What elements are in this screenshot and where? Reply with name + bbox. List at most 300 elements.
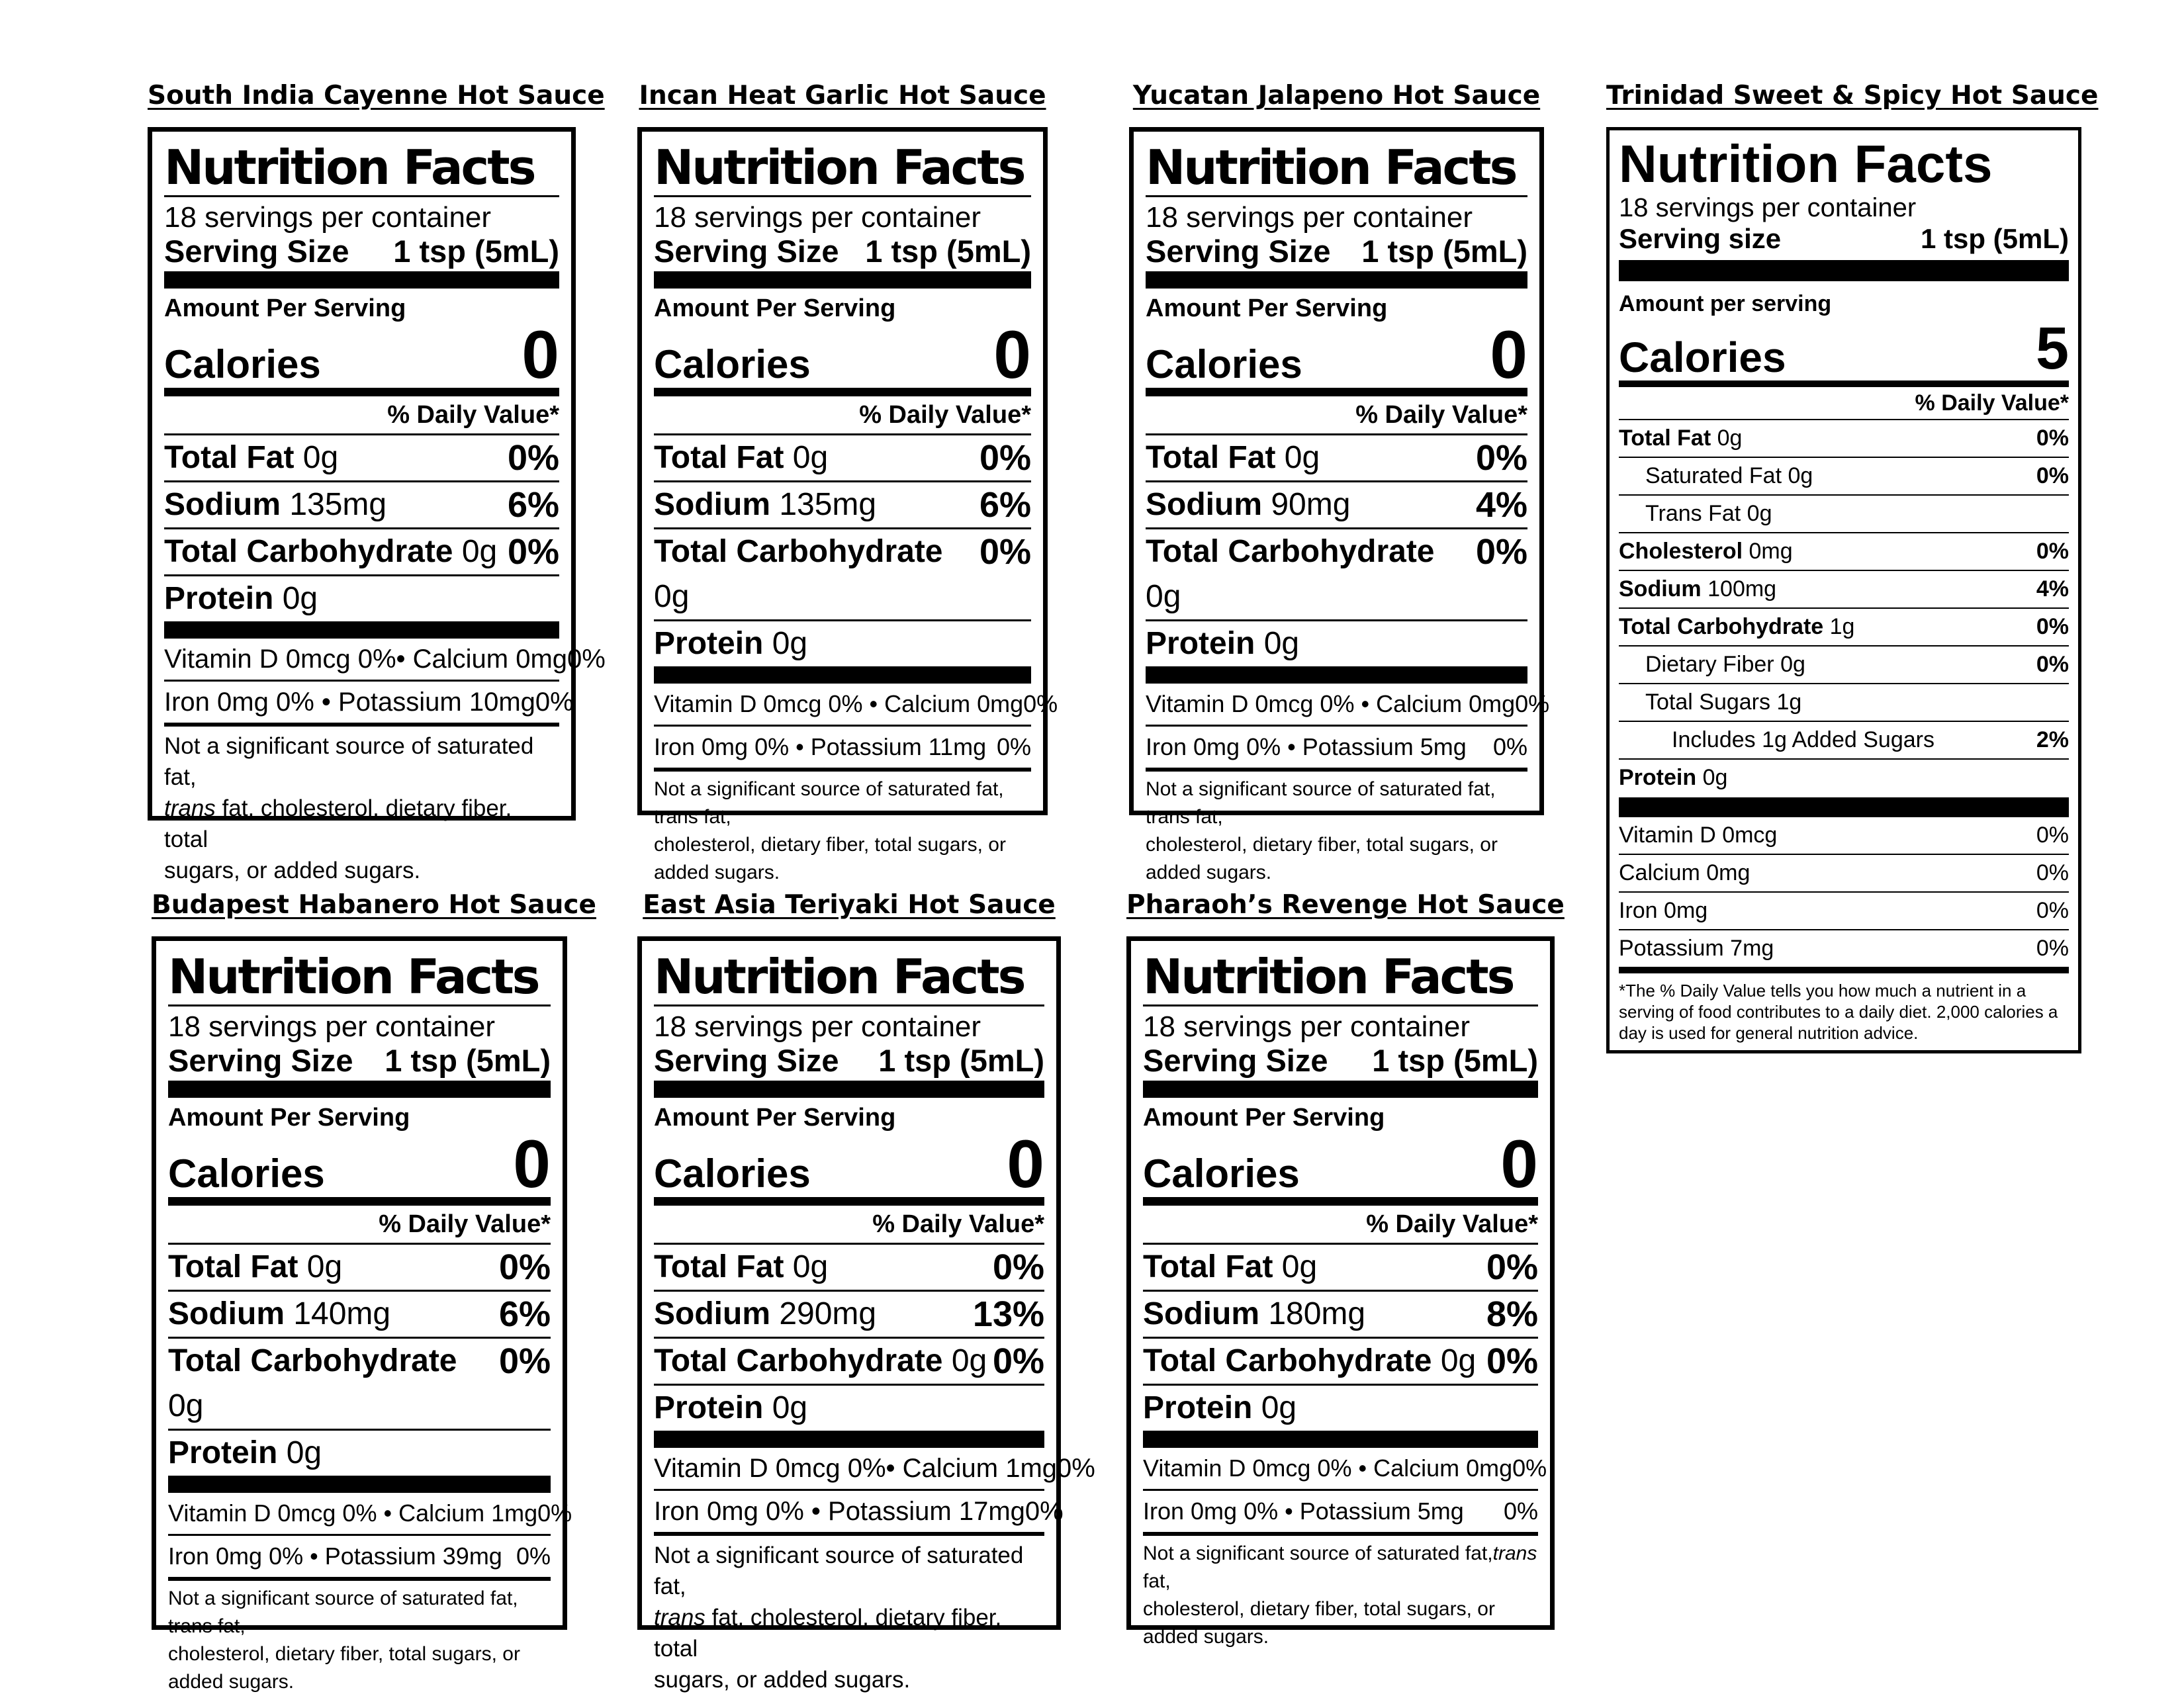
nutrient-name: Total Carbohydrate [654, 1343, 943, 1378]
nutrient-row-protein [1619, 760, 2069, 796]
nutrient-row-saturated-fat [1619, 458, 2069, 496]
nutrient-percent: 0% [1475, 438, 1527, 478]
footnote [654, 1534, 1044, 1695]
total-fat-row [654, 435, 1031, 482]
sodium-row [654, 1292, 1044, 1339]
mineral-row [654, 727, 1031, 770]
nutrient-name: Saturated Fat [1645, 463, 1782, 488]
nutrient-row-total-fat [1619, 420, 2069, 458]
thick-divider [168, 1081, 551, 1098]
nutrient-percent: 0% [1486, 1247, 1538, 1287]
nutrient-name: Sodium [654, 1296, 770, 1331]
nutrient-amount: 0g [951, 1343, 987, 1378]
calories-value: 5 [2035, 316, 2069, 382]
nutrition-label [637, 127, 1058, 883]
footnote-line: cholesterol, dietary fiber, total sugars, or added sugars. [1146, 834, 1498, 883]
protein-row [1146, 621, 1527, 666]
nutrient-percent: 6% [979, 485, 1031, 525]
product-title: Pharaoh’s Revenge Hot Sauce [1126, 890, 1565, 920]
calories-label: Calories [164, 342, 321, 386]
footnote [654, 770, 1031, 887]
nutrient-percent: 0% [2036, 425, 2069, 451]
serving-size-label: Serving Size [1143, 1043, 1328, 1078]
protein-row [168, 1431, 551, 1476]
thick-divider [654, 1431, 1044, 1448]
serving-size-label: Serving Size [168, 1043, 353, 1078]
nutrient-amount: 0g [792, 440, 829, 475]
footnote [1143, 1534, 1538, 1651]
nutrient-amount: 0g [792, 1249, 829, 1284]
sodium-row [164, 482, 559, 529]
nutrition-facts-heading: Nutrition Facts [1619, 134, 1993, 193]
vitamin-text: Vitamin D 0mcg 0% • Calcium 0mg [654, 690, 1024, 717]
thick-divider [1143, 1081, 1538, 1098]
footnote-line: Not a significant source of saturated fat, [654, 1542, 1024, 1599]
footnote-line: cholesterol, dietary fiber, total sugars, or added sugars. [168, 1643, 520, 1693]
total-fat-row [1143, 1245, 1538, 1292]
product-title: Budapest Habanero Hot Sauce [152, 890, 596, 920]
product-title: East Asia Teriyaki Hot Sauce [643, 890, 1056, 920]
amount-per-serving: Amount Per Serving [168, 1104, 410, 1132]
calories-label: Calories [1619, 334, 1786, 381]
mineral-text: Iron 0mg 0% • Potassium 5mg [1146, 733, 1467, 760]
calories-value: 0 [1490, 317, 1527, 392]
vitamin-percent: 0% [2036, 898, 2069, 923]
serving-size-row [168, 1044, 551, 1078]
nutrient-name: Sodium [1143, 1296, 1259, 1331]
calories-label: Calories [168, 1151, 325, 1196]
serving-size-label: Serving size [1619, 223, 1782, 254]
nutrient-name: Total Fat [168, 1249, 298, 1284]
nutrient-name: Includes 1g Added Sugars [1672, 727, 1934, 752]
nutrient-name: Sodium [164, 487, 281, 522]
vitamin-percent: 0% [1515, 690, 1550, 717]
thick-divider [654, 1081, 1044, 1098]
vitamin-row [1619, 855, 2069, 893]
nutrient-amount: 0g [1717, 425, 1743, 451]
nutrition-label [1129, 127, 1550, 883]
daily-value-header: % Daily Value* [164, 396, 559, 435]
nutrient-percent: 0% [992, 1341, 1044, 1381]
nutrition-label [1126, 936, 1555, 1648]
nutrient-name: Total Fat [1146, 440, 1276, 475]
footnote-line: cholesterol, dietary fiber, total sugars, or added sugars. [1143, 1598, 1495, 1648]
calories-value: 0 [1007, 1126, 1044, 1202]
thick-divider [164, 271, 559, 289]
total-fat-row [654, 1245, 1044, 1292]
nutrient-name: Total Sugars [1645, 690, 1770, 715]
thick-divider [1146, 666, 1527, 684]
calories-label: Calories [1146, 342, 1302, 386]
product-title: South India Cayenne Hot Sauce [148, 81, 605, 111]
nutrition-label [148, 127, 606, 883]
vitamin-percent: 0% [2036, 936, 2069, 961]
vitamin-text: Vitamin D 0mcg 0%• Calcium 0mg [164, 645, 568, 674]
footnote-italic: trans [164, 795, 216, 821]
footnote [164, 725, 559, 886]
total-carbohydrate-row [654, 529, 1031, 621]
nutrient-amount: 0g [772, 1390, 808, 1425]
nutrient-name: Protein [1146, 626, 1255, 661]
daily-value-header: % Daily Value* [168, 1206, 551, 1245]
nutrient-percent: 0% [507, 438, 559, 478]
protein-row [654, 1386, 1044, 1431]
nutrient-amount: 0g [1284, 440, 1320, 475]
vitamin-row [1143, 1448, 1547, 1491]
nutrient-amount: 100mg [1707, 576, 1777, 602]
protein-row [1143, 1386, 1538, 1431]
mineral-row [1146, 727, 1527, 770]
mineral-row [164, 682, 574, 725]
nutrient-row-total-sugars [1619, 684, 2069, 722]
nutrient-amount: 0g [286, 1435, 322, 1470]
calories-row [654, 317, 1031, 396]
mineral-percent: 0% [996, 733, 1031, 760]
nutrient-name: Total Carbohydrate [168, 1343, 457, 1378]
footnote-line: Not a significant source of saturated fat, trans fat, [168, 1587, 518, 1637]
nutrient-percent: 6% [507, 485, 559, 525]
daily-value-header: % Daily Value* [1146, 396, 1527, 435]
serving-size-label: Serving Size [654, 1043, 839, 1078]
thick-divider [654, 271, 1031, 289]
nutrient-name: Dietary Fiber [1645, 652, 1774, 677]
mineral-text: Iron 0mg 0% • Potassium 17mg [654, 1497, 1025, 1526]
product-pharaohs-revenge [1126, 890, 1565, 1648]
servings-per-container: 18 servings per container [168, 1010, 496, 1043]
daily-value-header: % Daily Value* [654, 396, 1031, 435]
thick-divider [1143, 1431, 1538, 1448]
thick-divider [168, 1476, 551, 1493]
serving-size-row [164, 234, 559, 269]
vitamin-row [1619, 893, 2069, 930]
serving-size-label: Serving Size [654, 234, 839, 269]
nutrient-percent: 0% [979, 532, 1031, 572]
nutrient-amount: 0g [1788, 463, 1813, 488]
nutrient-percent: 13% [972, 1294, 1044, 1334]
nutrient-amount: 135mg [779, 487, 877, 522]
footnote [1146, 770, 1527, 887]
nutrition-facts-heading: Nutrition Facts [164, 140, 559, 197]
nutrient-amount: 0g [1780, 652, 1805, 677]
nutrient-name: Sodium [168, 1296, 285, 1331]
product-yucatan-jalapeno [1129, 81, 1550, 883]
nutrient-name: Total Carbohydrate [164, 534, 453, 569]
mineral-percent: 0% [1492, 733, 1527, 760]
nutrient-name: Sodium [654, 487, 770, 522]
vitamin-row [164, 639, 606, 682]
nutrient-percent: 0% [2036, 463, 2069, 488]
vitamin-text: Vitamin D 0mcg 0% • Calcium 0mg [1146, 690, 1516, 717]
nutrient-amount: 0g [306, 1249, 343, 1284]
nutrient-name: Protein [1619, 765, 1697, 790]
nutrient-name: Total Carbohydrate [1619, 614, 1824, 639]
calories-row [1143, 1126, 1538, 1206]
calories-row [1619, 317, 2069, 387]
nutrient-amount: 1g [1776, 690, 1802, 715]
serving-size-value: 1 tsp (5mL) [1361, 234, 1527, 269]
vitamin-text: Vitamin D 0mcg 0%• Calcium 1mg [654, 1454, 1058, 1483]
thick-divider [1619, 260, 2069, 281]
thick-divider [164, 621, 559, 639]
total-carbohydrate-row [1146, 529, 1527, 621]
mineral-row [1143, 1491, 1538, 1534]
sodium-row [654, 482, 1031, 529]
nutrition-facts-heading: Nutrition Facts [654, 949, 1044, 1006]
calories-row [1146, 317, 1527, 396]
nutrient-name: Protein [168, 1435, 278, 1470]
nutrient-percent: 0% [498, 1247, 551, 1287]
nutrient-percent: 0% [507, 532, 559, 572]
calories-label: Calories [654, 342, 811, 386]
mineral-row [654, 1491, 1064, 1534]
nutrient-name: Protein [654, 626, 764, 661]
nutrient-row-added-sugars [1619, 722, 2069, 760]
calories-label: Calories [1143, 1151, 1300, 1196]
mineral-percent: 0% [516, 1542, 551, 1570]
serving-size-label: Serving Size [1146, 234, 1331, 269]
product-incan-heat-garlic [637, 81, 1058, 883]
nutrient-amount: 90mg [1271, 487, 1351, 522]
total-fat-row [168, 1245, 551, 1292]
vitamin-text: Vitamin D 0mcg 0% • Calcium 0mg [1143, 1454, 1513, 1482]
mineral-text: Iron 0mg 0% • Potassium 10mg [164, 688, 535, 717]
nutrient-amount: 0g [282, 581, 318, 616]
vitamin-row [1619, 930, 2069, 967]
mineral-percent: 0% [1024, 1497, 1064, 1526]
nutrient-name: Sodium [1146, 487, 1262, 522]
nutrient-name: Protein [654, 1390, 764, 1425]
serving-size-row [1143, 1044, 1538, 1078]
calories-value: 0 [513, 1126, 551, 1202]
nutrient-amount: 0g [1146, 579, 1181, 614]
nutrient-amount: 1g [1829, 614, 1855, 639]
footnote-line: fat, cholesterol, dietary fiber, total [654, 1605, 1002, 1662]
vitamin-percent: 0% [1023, 690, 1058, 717]
footnote-line: Not a significant source of saturated fat, trans fat, [654, 778, 1004, 828]
nutrient-percent: 4% [1475, 485, 1527, 525]
total-carbohydrate-row [168, 1339, 551, 1431]
serving-size-label: Serving Size [164, 234, 349, 269]
amount-per-serving: Amount Per Serving [654, 1104, 896, 1132]
nutrient-amount: 0g [1702, 765, 1728, 790]
footnote-line: Not a significant source of saturated fat, [1143, 1542, 1493, 1564]
product-title: Trinidad Sweet & Spicy Hot Sauce [1606, 81, 2099, 111]
servings-per-container: 18 servings per container [1143, 1010, 1471, 1043]
amount-per-serving: Amount Per Serving [654, 294, 896, 322]
footnote: *The % Daily Value tells you how much a nutrient in a serving of food contributes to a daily diet. 2,000 calories a day is used for general nutrition advice. [1619, 967, 2069, 1044]
protein-row [654, 621, 1031, 666]
nutrient-row-dietary-fiber [1619, 647, 2069, 684]
nutrient-amount: 0mg [1749, 539, 1793, 564]
servings-per-container: 18 servings per container [164, 201, 492, 234]
sodium-row [1143, 1292, 1538, 1339]
nutrition-facts-heading: Nutrition Facts [168, 949, 551, 1006]
nutrient-percent: 0% [2036, 614, 2069, 639]
nutrient-name: Protein [164, 581, 274, 616]
vitamin-name: Calcium 0mg [1619, 860, 1751, 885]
serving-size-value: 1 tsp (5mL) [1920, 223, 2069, 254]
amount-per-serving: Amount Per Serving [164, 294, 406, 322]
nutrient-amount: 0g [654, 579, 690, 614]
vitamin-row [654, 1448, 1095, 1491]
calories-row [654, 1126, 1044, 1206]
nutrient-amount: 0g [1261, 1390, 1297, 1425]
footnote-line: fat, cholesterol, dietary fiber, total [164, 795, 512, 852]
nutrition-facts-heading: Nutrition Facts [1143, 949, 1538, 1006]
vitamin-row [654, 684, 1058, 727]
nutrient-name: Sodium [1619, 576, 1702, 602]
thick-divider [1146, 271, 1527, 289]
servings-per-container: 18 servings per container [654, 1010, 981, 1043]
serving-size-value: 1 tsp (5mL) [393, 234, 559, 269]
thick-divider [654, 666, 1031, 684]
calories-value: 0 [522, 317, 559, 392]
vitamin-percent: 0% [537, 1499, 572, 1527]
nutrient-amount: 0g [772, 626, 808, 661]
product-south-india-cayenne [148, 81, 606, 883]
serving-size-row [1619, 223, 2069, 255]
nutrition-label [637, 936, 1095, 1693]
amount-per-serving: Amount per serving [1619, 291, 1832, 316]
total-carbohydrate-row [654, 1339, 1044, 1386]
calories-row [164, 317, 559, 396]
footnote-italic: trans [654, 1605, 705, 1630]
mineral-percent: 0% [1503, 1497, 1538, 1525]
daily-value-header: % Daily Value* [1619, 387, 2069, 420]
nutrition-facts-heading: Nutrition Facts [654, 140, 1031, 197]
vitamin-percent: 0% [1512, 1454, 1547, 1482]
total-fat-row [1146, 435, 1527, 482]
nutrient-percent: 6% [498, 1294, 551, 1334]
serving-size-row [1146, 234, 1527, 269]
servings-per-container: 18 servings per container [1619, 193, 1917, 222]
nutrient-name: Cholesterol [1619, 539, 1743, 564]
nutrient-row-trans-fat [1619, 496, 2069, 533]
nutrient-amount: 0g [1440, 1343, 1477, 1378]
footnote [168, 1579, 551, 1696]
vitamin-text: Vitamin D 0mcg 0% • Calcium 1mg [168, 1499, 538, 1527]
daily-value-header: % Daily Value* [654, 1206, 1044, 1245]
nutrient-amount: 0g [302, 440, 339, 475]
amount-per-serving: Amount Per Serving [1146, 294, 1388, 322]
nutrient-amount: 0g [1263, 626, 1300, 661]
nutrient-percent: 0% [2036, 539, 2069, 564]
serving-size-value: 1 tsp (5mL) [865, 234, 1031, 269]
servings-per-container: 18 servings per container [654, 201, 981, 234]
mineral-percent: 0% [535, 688, 574, 717]
nutrient-percent: 0% [992, 1247, 1044, 1287]
nutrient-percent: 0% [1475, 532, 1527, 572]
footnote-italic: trans [1492, 1542, 1537, 1564]
nutrient-name: Total Carbohydrate [1143, 1343, 1432, 1378]
nutrient-row-total-carbohydrate [1619, 609, 2069, 647]
vitamin-percent: 0% [2036, 823, 2069, 848]
footnote-line: sugars, or added sugars. [164, 858, 421, 883]
serving-size-value: 1 tsp (5mL) [385, 1043, 551, 1078]
total-carbohydrate-row [1143, 1339, 1538, 1386]
nutrient-name: Total Fat [654, 1249, 784, 1284]
nutrient-row-cholesterol [1619, 533, 2069, 571]
nutrition-label [152, 936, 572, 1693]
nutrient-amount: 0g [1747, 501, 1772, 526]
footnote-line: sugars, or added sugars. [654, 1667, 911, 1693]
mineral-text: Iron 0mg 0% • Potassium 11mg [654, 733, 987, 760]
serving-size-value: 1 tsp (5mL) [1372, 1043, 1538, 1078]
daily-value-header: % Daily Value* [1143, 1206, 1538, 1245]
product-east-asia-teriyaki [637, 890, 1095, 1693]
nutrient-percent: 8% [1486, 1294, 1538, 1334]
vitamin-percent: 0% [2036, 860, 2069, 885]
footnote-line: cholesterol, dietary fiber, total sugars, or added sugars. [654, 834, 1006, 883]
nutrient-name: Total Fat [1143, 1249, 1273, 1284]
footnote-line: fat, [1143, 1570, 1171, 1592]
calories-value: 0 [1500, 1126, 1538, 1202]
serving-size-row [654, 1044, 1044, 1078]
mineral-text: Iron 0mg 0% • Potassium 5mg [1143, 1497, 1464, 1525]
nutrient-name: Total Fat [654, 440, 784, 475]
nutrient-percent: 4% [2036, 576, 2069, 602]
nutrient-percent: 0% [2036, 652, 2069, 677]
serving-size-row [654, 234, 1031, 269]
nutrient-amount: 0g [1281, 1249, 1318, 1284]
mineral-row [168, 1536, 551, 1579]
vitamin-percent: 0% [1057, 1454, 1095, 1483]
nutrient-amount: 180mg [1268, 1296, 1366, 1331]
nutrient-percent: 0% [979, 438, 1031, 478]
mineral-text: Iron 0mg 0% • Potassium 39mg [168, 1542, 502, 1570]
sodium-row [168, 1292, 551, 1339]
nutrient-percent: 2% [2036, 727, 2069, 752]
vitamin-name: Potassium 7mg [1619, 936, 1774, 961]
product-title: Incan Heat Garlic Hot Sauce [639, 81, 1046, 111]
vitamin-name: Vitamin D 0mcg [1619, 823, 1778, 848]
nutrient-amount: 135mg [289, 487, 387, 522]
nutrient-percent: 0% [498, 1341, 551, 1381]
serving-size-value: 1 tsp (5mL) [878, 1043, 1044, 1078]
nutrition-facts-heading: Nutrition Facts [1146, 140, 1527, 197]
nutrient-amount: 290mg [779, 1296, 877, 1331]
vitamin-percent: 0% [567, 645, 606, 674]
nutrition-label [1606, 127, 2081, 1053]
calories-row [168, 1126, 551, 1206]
vitamin-name: Iron 0mg [1619, 898, 1708, 923]
nutrient-name: Total Carbohydrate [654, 534, 943, 569]
total-fat-row [164, 435, 559, 482]
nutrient-amount: 0g [168, 1388, 204, 1423]
nutrient-name: Trans Fat [1645, 501, 1741, 526]
product-budapest-habanero [152, 890, 596, 1693]
sodium-row [1146, 482, 1527, 529]
product-trinidad-sweet-spicy [1606, 81, 2099, 1053]
footnote-line: Not a significant source of saturated fat, [164, 733, 534, 790]
product-title: Yucatan Jalapeno Hot Sauce [1132, 81, 1541, 111]
thick-divider [1619, 797, 2069, 817]
nutrient-name: Total Carbohydrate [1146, 534, 1435, 569]
calories-value: 0 [993, 317, 1031, 392]
calories-label: Calories [654, 1151, 811, 1196]
amount-per-serving: Amount Per Serving [1143, 1104, 1385, 1132]
nutrient-row-sodium [1619, 571, 2069, 609]
protein-row [164, 576, 559, 621]
nutrient-amount: 0g [461, 534, 498, 569]
vitamin-row [1619, 817, 2069, 855]
nutrient-name: Protein [1143, 1390, 1253, 1425]
vitamin-row [1146, 684, 1550, 727]
nutrient-name: Total Fat [164, 440, 295, 475]
servings-per-container: 18 servings per container [1146, 201, 1473, 234]
nutrient-amount: 140mg [293, 1296, 391, 1331]
total-carbohydrate-row [164, 529, 559, 576]
